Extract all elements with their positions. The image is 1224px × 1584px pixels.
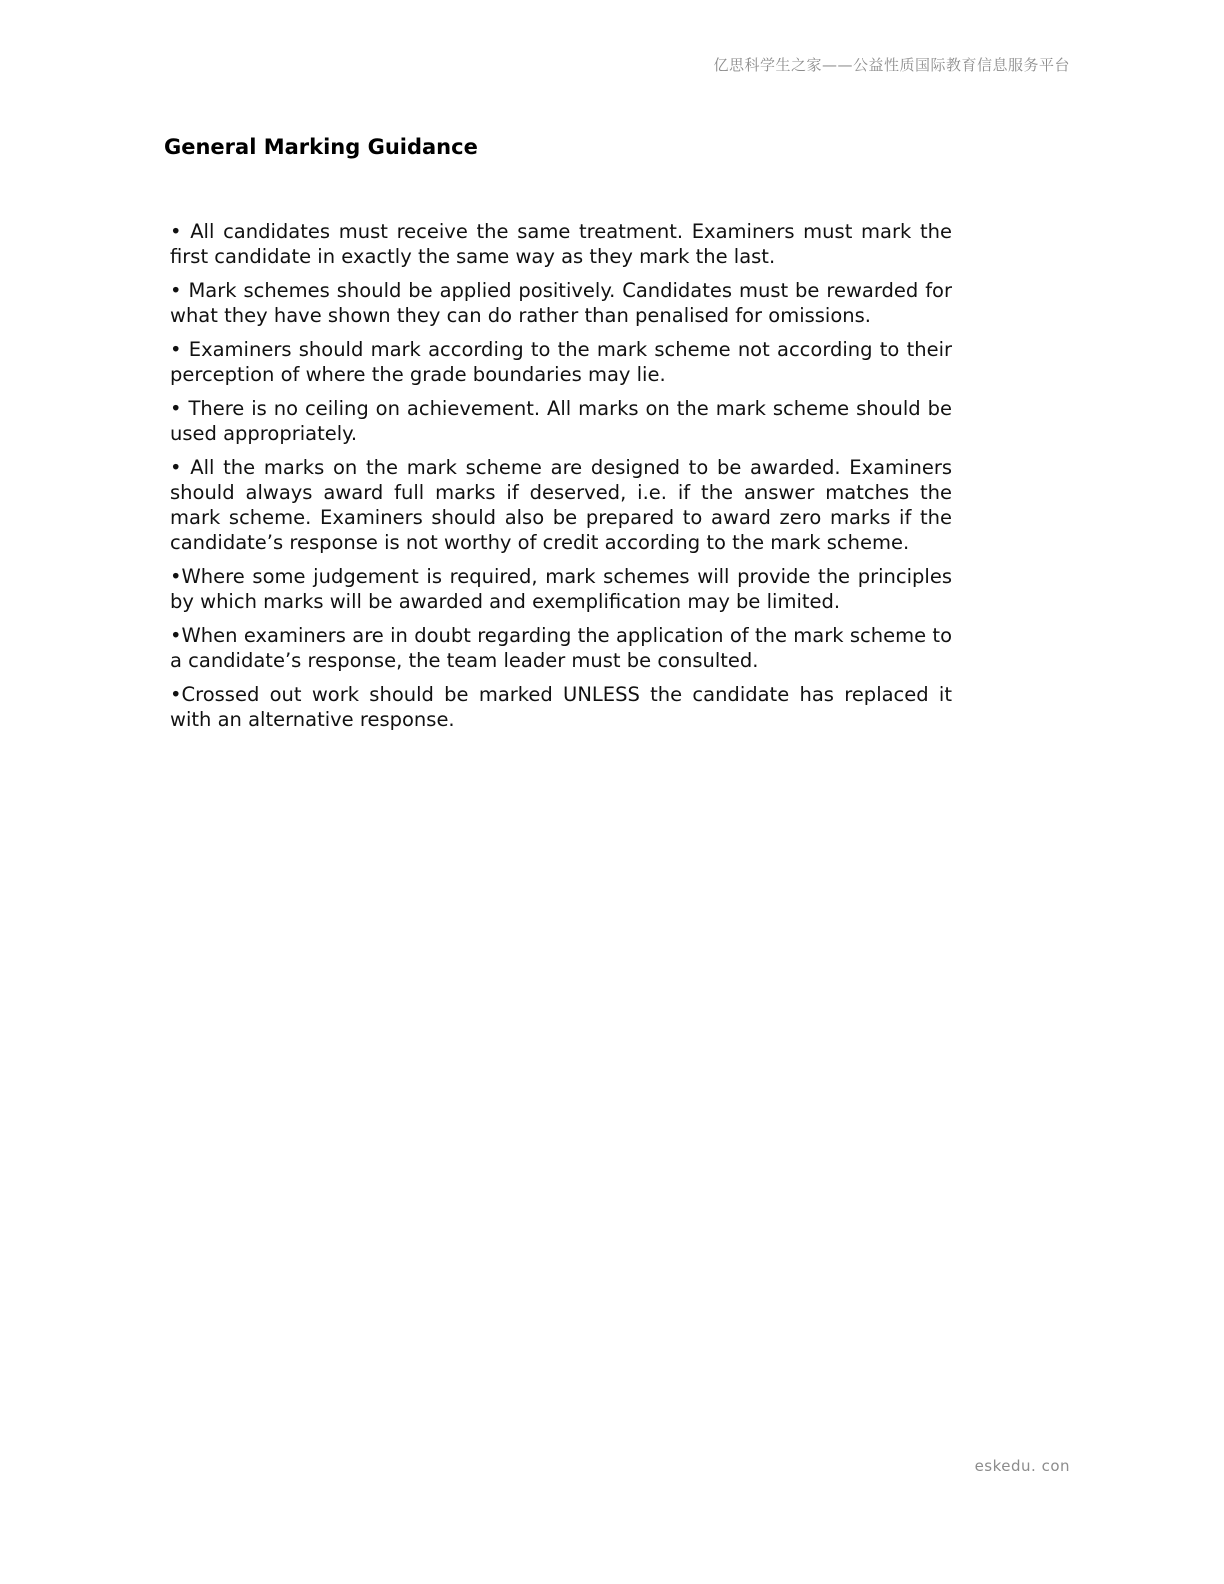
guidance-item: [170, 219, 952, 269]
guidance-list: [170, 219, 952, 741]
bullet-icon: •: [170, 279, 189, 302]
guidance-item: [170, 455, 952, 555]
guidance-item: [170, 337, 952, 387]
bullet-icon: •: [170, 624, 182, 647]
bullet-icon: •: [170, 683, 182, 706]
guidance-item: [170, 623, 952, 673]
bullet-icon: •: [170, 456, 191, 479]
guidance-text: Examiners should mark according to the mark scheme not according to their perception of where the grade boundaries may lie.: [170, 338, 953, 386]
guidance-text: When examiners are in doubt regarding the application of the mark scheme to a candidate’s response, the team leader must be consulted.: [170, 624, 952, 672]
guidance-text: Mark schemes should be applied positively. Candidates must be rewarded for what they have shown they can do rather than penalised for omissions.: [170, 279, 953, 327]
guidance-text: There is no ceiling on achievement. All marks on the mark scheme should be used appropriately.: [170, 397, 952, 445]
bullet-icon: •: [170, 220, 191, 243]
guidance-text: Crossed out work should be marked UNLESS the candidate has replaced it with an alternative response.: [170, 683, 952, 731]
footer-watermark: eskedu. con: [974, 1457, 1070, 1475]
guidance-text: All the marks on the mark scheme are designed to be awarded. Examiners should always award full marks if deserved, i.e. if the answer matches the mark scheme. Examiners should also be prepared to award zero marks if the candidate’s response is not worthy of credit according to the mark scheme.: [170, 456, 953, 554]
guidance-item: [170, 396, 952, 446]
guidance-text: Where some judgement is required, mark schemes will provide the principles by which marks will be awarded and exemplification may be limited.: [170, 565, 952, 613]
guidance-text: All candidates must receive the same treatment. Examiners must mark the first candidate in exactly the same way as they mark the last.: [170, 220, 952, 268]
header-watermark: 亿思科学生之家——公益性质国际教育信息服务平台: [713, 56, 1070, 74]
page-title: General Marking Guidance: [164, 135, 478, 159]
bullet-icon: •: [170, 338, 189, 361]
bullet-icon: •: [170, 565, 182, 588]
bullet-icon: •: [170, 397, 189, 420]
guidance-item: [170, 278, 952, 328]
guidance-item: [170, 682, 952, 732]
guidance-item: [170, 564, 952, 614]
